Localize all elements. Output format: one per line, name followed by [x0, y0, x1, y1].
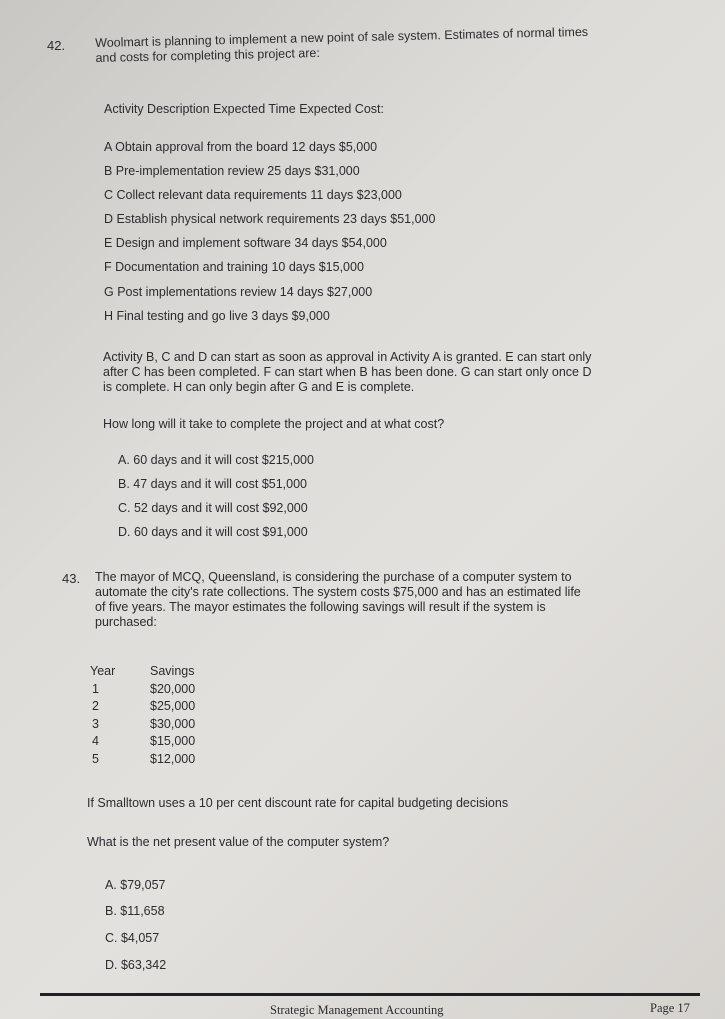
q42-option-a: A. 60 days and it will cost $215,000 [118, 453, 314, 467]
savings-value: $20,000 [150, 681, 196, 696]
q43-line-3: of five years. The mayor estimates the following savings will result if the system is [95, 600, 546, 614]
q43-option-d: D. $63,342 [105, 958, 167, 972]
q43-option-b: B. $11,658 [105, 904, 165, 918]
page-number: Page 17 [650, 1001, 690, 1015]
question-43-number: 43. [62, 571, 81, 586]
activity-row-d: D Establish physical network requirements 23 days $51,000 [104, 212, 436, 226]
question-42-intro-line-1: Woolmart is planning to implement a new point of sale system. Estimates of normal times [95, 24, 589, 50]
dependencies-line-3: is complete. H can only begin after G and E is complete. [103, 380, 415, 394]
activity-dependencies [103, 350, 673, 395]
dependencies-line-1: Activity B, C and D can start as soon as approval in Activity A is granted. E can start only [103, 350, 592, 364]
q42-option-d: D. 60 days and it will cost $91,000 [118, 525, 308, 539]
activity-row-f: F Documentation and training 10 days $15,000 [104, 260, 364, 274]
footer-divider [40, 993, 700, 996]
activity-table-header: Activity Description Expected Time Expected Cost: [104, 102, 384, 116]
activity-row-e: E Design and implement software 34 days $54,000 [104, 236, 387, 250]
q42-option-b: B. 47 days and it will cost $51,000 [118, 477, 308, 491]
question-42-intro-line-2: and costs for completing this project are: [95, 45, 321, 65]
year-column [90, 663, 115, 768]
footer-title: Strategic Management Accounting [270, 1003, 444, 1017]
activity-row-c: C Collect relevant data requirements 11 days $23,000 [104, 188, 402, 202]
savings-value: $30,000 [150, 716, 196, 731]
activity-row-b: B Pre-implementation review 25 days $31,000 [104, 164, 360, 178]
q43-option-c: C. $4,057 [105, 931, 160, 945]
q43-line-2: automate the city's rate collections. The system costs $75,000 and has an estimated life [95, 585, 581, 599]
year-value: 2 [92, 699, 99, 713]
savings-column [150, 663, 195, 768]
question-43-prompt: What is the net present value of the computer system? [87, 835, 390, 849]
question-42-intro [95, 25, 589, 66]
year-value: 4 [92, 734, 99, 748]
activity-row-a: A Obtain approval from the board 12 days $5,000 [104, 140, 378, 154]
year-value: 5 [92, 751, 99, 766]
year-value: 1 [92, 681, 99, 696]
dependencies-line-2: after C has been completed. F can start when B has been done. G can start only once D [103, 365, 592, 379]
savings-value: $25,000 [150, 699, 196, 713]
question-43-intro [95, 570, 685, 630]
q42-option-c: C. 52 days and it will cost $92,000 [118, 501, 308, 515]
q43-option-a: A. $79,057 [105, 878, 166, 892]
q43-line-4: purchased: [95, 615, 157, 629]
question-42-number: 42. [47, 38, 66, 53]
year-header: Year [90, 664, 116, 678]
activity-row-g: G Post implementations review 14 days $27,000 [104, 285, 373, 299]
discount-rate-note: If Smalltown uses a 10 per cent discount rate for capital budgeting decisions [87, 796, 509, 810]
question-42-prompt: How long will it take to complete the project and at what cost? [103, 417, 445, 431]
savings-value: $12,000 [150, 751, 196, 766]
year-value: 3 [92, 716, 99, 731]
activity-row-h: H Final testing and go live 3 days $9,000 [104, 309, 330, 323]
savings-header: Savings [150, 664, 195, 678]
q43-line-1: The mayor of MCQ, Queensland, is considering the purchase of a computer system to [95, 570, 572, 584]
savings-value: $15,000 [150, 734, 196, 748]
